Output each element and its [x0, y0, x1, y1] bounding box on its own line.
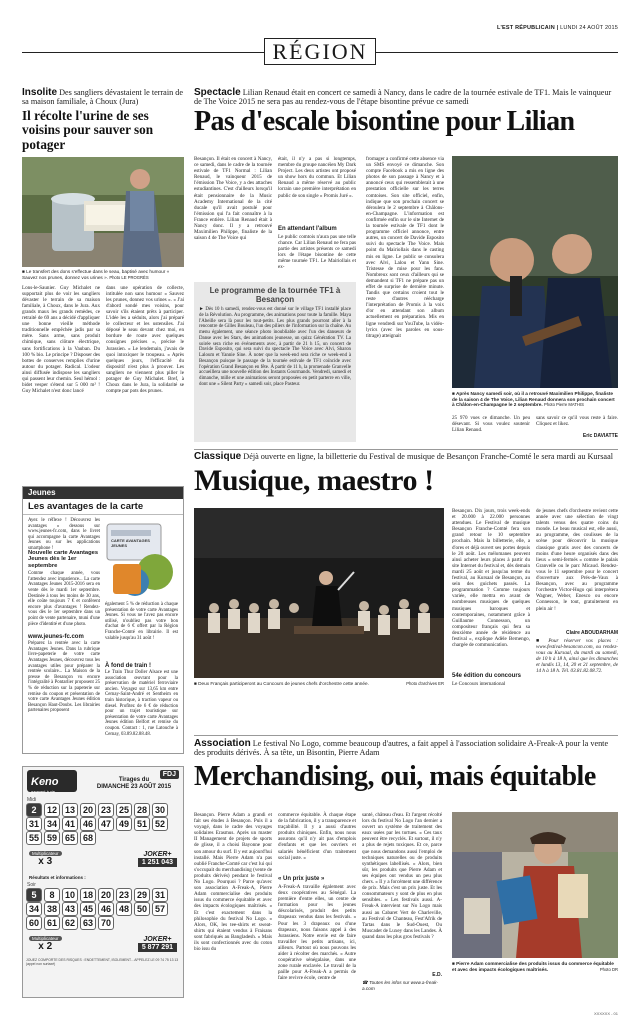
jeunes-col2b: Le Train Thur Doller Alsace est une association œuvrant pour la préservation de matériel ferroviaire ancien. Voyagez sur 13,65 km entre Cernay-Saint-André et Sentheim en train historique, à traction vapeur ou diesel. Profitez de 6 € de réduction pour un trajet touristique sur présentation de votre carte Avantages Jeunes édition Belfort et remise du coupon. Contact : 1, rue Latouche à Cernay, 03.89.82.88.48. — [105, 670, 178, 737]
insolite-headline: Il récolte l'urine de ses voisins pour sauver son potager — [22, 107, 154, 152]
lottery-number: 52 — [152, 817, 168, 831]
lottery-number: 12 — [44, 803, 60, 817]
classique-photo — [194, 508, 444, 678]
spectacle-col1: Besançon. Il était en concert à Nancy, ce samedi, dans le cadre de la tournée estivale de TF1 Normal : Lilian Renaud, le vainqueur 2015 de l'émission The Voice, y a des attaches estudiantines. C'est d'ailleurs lorsqu'il était pensionnaire de la Music Academy International de la cité ducale qu'il avait postulé pour l'émission qui l'a fait connaître à la France entière. Lilian Renaud était à Nancy donc. Il y a retrouvé Maximilien Philippe, finaliste de la saison 4 de The Voice qui — [194, 156, 272, 242]
lottery-number: 60 — [26, 916, 42, 930]
jeunes-col1c: Préparez la rentrée avec la carte Avantages Jeunes. Dans la rubrique livre-papeterie de votre carte Avantages Jeunes, découvrez tous les avantages utiles pour préparer la rentrée scolaire... La Maison de la presse de Besançon vu encore l'intégralité à Pontarlier proposent 25 % de réduction sur la papeterie sur remise du coupon et présentation de votre carte Avantages Jeunes édition Besançon Haut-Doubs. Les librairies partenaires proposent — [28, 641, 100, 714]
insolite-body — [22, 285, 184, 503]
lottery-number: 20 — [80, 803, 96, 817]
lottery-number: 51 — [134, 817, 150, 831]
insolite-caption-text: ■ Le transfert des dons s'effectue dans le seau, baptisé avec humour « Sauvez nos prunes, donnez vos urines ». — [22, 269, 170, 280]
spectacle-kicker: Spectacle — [194, 87, 241, 98]
association-info-text: Toutes les infos sur www.a-freak-a.com — [362, 980, 439, 991]
info-icon: ☎ — [362, 980, 368, 985]
insolite-col1: Lons-le-Saunier. Guy Michalet ne supportait plus de voir les sangliers dévaster le terrain de sa maison familiale, à Choux, dans le Jura. Aux grands maux les grands remèdes, ce retraité de 69 ans a décidé d'appliquer une bonne vieille méthode traditionnelle empêchée jadis par sa mère. Sans arme, sans produit chimique, sans clôture électrique, sans fortifications à la Vauban. Du 100 % bio. Le principe ? Disposer des bottes de conserves remplies d'urine autour du potager. Radical. L'odeur ainsi diffusée indispose les sangliers qui passent leur chemin. Seul hémol : bidet vesper s'étend sur 5 000 m² ! Guy Michalet n'est donc lancé — [22, 284, 100, 395]
insolite-deck: Des sangliers dévastaient le terrain de sa maison familiale, à Choux (Jura) — [22, 88, 183, 107]
classique-credit: Photo d'archives ER — [406, 681, 444, 686]
jeunes-url[interactable]: www.jeunes-fc.com — [28, 634, 84, 641]
draw-date: DIMANCHE 23 AOÛT 2015 — [96, 784, 172, 790]
jeunes-body — [23, 515, 183, 751]
soir-joker: 5 877 291 — [138, 943, 177, 952]
lottery-number: 48 — [116, 902, 132, 916]
soir-numbers — [23, 888, 183, 930]
lottery-number: 18 — [80, 888, 96, 902]
spectacle-col2-block — [278, 156, 356, 271]
spectacle-subhead: En attendant l'album — [278, 226, 337, 232]
insolite-col2: dans une opération de collecte, intitulée non sans humour « Sauvez les prunes, donnez vos urines ». « J'ai d'abord sondé mes voisins, pour savoir s'ils étaient prêts à participer. L'idée les a séduits, alors j'ai préparé le collecteur et les ustensiles. J'ai déposé le seau devant chez moi, en bordure de route avec quelques consignes précises », précise le Jurassien. « Le lendemain, j'avais de quoi intoxiquer le troupeau. » Après quelques jours, l'efficacité du dispositif n'est plus à prouver. Les sangliers ne viennent plus piller le potager de Guy Michalet. Bref, à Choux dans le Jura, la solidarité se compte par pots des prunes. — [106, 284, 184, 395]
lottery-number: 45 — [80, 902, 96, 916]
midi-joker-block — [138, 851, 177, 867]
spectacle-right-col1: 25 970 vues ce dimanche. Un peu désevant. Si vous voulez soutenir Lilian Renaud. — [452, 415, 530, 434]
lottery-number: 65 — [62, 831, 78, 845]
lottery-number: 34 — [44, 817, 60, 831]
lottery-number: 50 — [134, 902, 150, 916]
spectacle-right-col2: sans savoir ce qu'il vous reste à faire. Cliquez et likez. — [536, 415, 618, 428]
paper-name: L'EST RÉPUBLICAIN — [496, 25, 555, 31]
jeunes-col1a: Ayez le réflexe ! Découvrez les avantages « dessous sur www.jeunes-fc.com, dans le livret qui accompagne la carte Avantages Jeunes ou sur les applications smartphone ! — [28, 518, 100, 551]
classique-info: ■ Pour réserver vos places : www.festival-besancon.com, ou rendez-vous au Kursaal, du mardi au samedi, de 10 h à 18 h, ainsi que les dimanches et lundis 13, 14, 20 et 21 septembre, de 14 h à 18 h. Tél. 03.81.82.08.72. — [536, 638, 618, 675]
lottery-header — [23, 767, 183, 797]
lottery-number: 8 — [44, 888, 60, 902]
midi-multiplier: x 3 — [38, 856, 53, 867]
association-col2b: A-Freak-A travaille également avec deux coopératives au Sénégal. La première d'entre elles, un centre de formation pour les jeunes déscolarisés, produit des petits drapeaux vendus dans les festivals. « Pour les 3 drapeaux ou d'une drapeaux, nous faisons appel à des Jurassiens. Notre envie est de faire travailler les petits artisans, ici, ailleurs. Partout où nous pouvons les aider à récolter des marchés. » Autre coopérative sénégalaise, dans une zone rurale enclavée. Le travail de la paille pour A-Freak-A a permis de faire revivre école, centre de — [278, 884, 356, 982]
lottery-number: 29 — [134, 888, 150, 902]
lottery-number: 28 — [134, 803, 150, 817]
lottery-number: 23 — [98, 803, 114, 817]
insolite-article — [22, 88, 184, 490]
spectacle-photo-credit: Photo Pierre MATHIS — [543, 402, 584, 408]
tirages-block — [87, 777, 181, 791]
association-deck-block — [194, 739, 618, 758]
masthead-paper: L'EST RÉPUBLICAIN | LUNDI 24 AOÛT 2015 — [496, 25, 618, 31]
lottery-number: 13 — [62, 803, 78, 817]
jeunes-kicker: Jeunes — [28, 488, 56, 497]
association-caption — [452, 961, 618, 972]
lottery-number: 34 — [26, 902, 42, 916]
association-info — [362, 980, 442, 991]
lottery-number: 61 — [44, 916, 60, 930]
midi-joker: 1 251 043 — [138, 858, 177, 867]
association-subhead: « Un prix juste » — [278, 876, 325, 882]
association-col3-block — [362, 812, 442, 1006]
association-caption-text: ■ Pierre Adam commercialise des produits issus du commerce équitable et avec des impacts écologiques maîtrisés. — [452, 961, 614, 972]
soir-multiplier-label: Multiplicateur — [29, 936, 62, 941]
spectacle-deck-block — [194, 88, 618, 107]
jeunes-col2 — [105, 518, 178, 748]
spectacle-photo-caption-text: ■ Après Nancy samedi soir, où il a retrouvé Maximilien Philippe, finaliste de la saison 4 de The Voice, Lilian Renaud donnera son prochain concert à Châlon-en-Champagne le 2 septembre. — [452, 391, 615, 408]
insolite-photo — [22, 157, 184, 267]
midi-joker-label: JOKER+ — [143, 851, 172, 858]
insolite-deck-block — [22, 88, 184, 107]
lottery-number: 5 — [26, 888, 42, 902]
lottery-footer: JOUEZ COMPORTE DES RISQUES : ENDETTEMENT, ISOLEMENT... APPELEZ LE 09 74 75 13 13 (appel non surtaxé) — [26, 958, 179, 966]
keno-logo — [27, 770, 77, 792]
jeunes-header — [23, 487, 183, 499]
classique-deck-block — [194, 452, 618, 461]
lottery-number: 57 — [152, 902, 168, 916]
insolite-credit: Photo LE PROGRÈS — [109, 274, 149, 280]
lottery-number: 25 — [116, 803, 132, 817]
classique-caption-text: ■ Deux Français participeront au Concours de jeunes chefs d'orchestre cette année. — [194, 681, 369, 686]
jeunes-card-label: CARTE AVANTAGES JEUNES — [111, 538, 150, 548]
midi-multiplier-label: Multiplicateur — [29, 851, 62, 856]
jeunes-box — [22, 486, 184, 754]
lottery-number: 55 — [26, 831, 42, 845]
association-byline: E.D. — [432, 972, 442, 978]
section-title: RÉGION — [272, 39, 368, 64]
lottery-number: 49 — [116, 817, 132, 831]
lottery-number: 43 — [62, 902, 78, 916]
lottery-number: 46 — [98, 902, 114, 916]
soir-multiplier: x 2 — [38, 941, 53, 952]
lottery-number: 20 — [98, 888, 114, 902]
lottery-number: 10 — [62, 888, 78, 902]
tirages-label: Tirages du — [118, 777, 150, 783]
keno-sub: gagnant à vie — [31, 789, 56, 794]
soir-label: Soir — [27, 882, 36, 888]
jeunes-col1b: Comme chaque année, vous l'attendez avec impatience... La carte Avantages Jeunes 2015-2016 sera en vente dès le mardi 1er septembre. Destinée à tous les moins de 30 ans, elle coûte toujours 7 € et confèrent encore plus d'avantages ! Rendez-vous dès le 1er septembre dans un point de vente partenaire, muni d'une pièce d'identité et d'une photo. — [28, 571, 100, 627]
classique-col1-block — [452, 508, 530, 694]
jeunes-col1 — [28, 518, 100, 748]
soir-joker-block — [138, 936, 177, 952]
lottery-number: 41 — [62, 817, 78, 831]
lottery-box — [22, 766, 184, 998]
classique-headline: Musique, maestro ! — [194, 464, 434, 497]
jeunes-new-title: Nouvelle carte Avantages Jeunes dès le 1er septembre — [28, 550, 99, 569]
lottery-number: 70 — [98, 916, 114, 930]
association-deck: Le festival No Logo, comme beaucoup d'autres, a fait appel à l'association solidaire A-Freak-A pour la vente des produits dérivés. À sa tête, un Bisontin, Pierre Adam — [194, 739, 609, 758]
lottery-number: 68 — [80, 831, 96, 845]
midi-multiplier-block — [29, 851, 62, 867]
fdj-logo: FDJ — [160, 770, 179, 779]
jeunes-card-image — [105, 518, 178, 602]
keno-label: Keno — [31, 776, 59, 788]
spectacle-headline: Pas d'escale bisontine pour Lilian — [194, 106, 575, 137]
classique-subhead: 54e édition du concours — [452, 673, 522, 679]
lottery-number: 63 — [80, 916, 96, 930]
association-col1: Besançon. Pierre Adam a grandi et fait ses études à Besançon. Puis il a voyagé, dans le cadre des voyages solidaires Erasmus. Après un master II Management de projets de sports de glisse, il a choisi Bayonne pour son amour du surf. Il y est aujourd'hui installé. Mais Pierre Adam n'a pas oublié Franche-Comté car c'est lui qui s'occupait du merchandising (vente de produits dérivés) pendant le festival No Logo. Pourquoi ? Parce qu'avec son association A-Freak-A, Pierre Adam commercialise des produits issus du commerce équitable et avec des impacts écologiques maîtrisés. « Et c'est exactement dans la philosophie du festival No Logo. » Alors, OK, les tee-shirts et sweat-shirts qui étaient vendus à Fraisans sont fabriqués au Bangladesh. « Mais ils sont confectionnés avec du coton bio issu du — [194, 812, 272, 953]
classique-byline: Claire ABOUDARHAM — [565, 630, 618, 636]
spectacle-right-col2-block — [536, 415, 618, 445]
header-rule-left — [22, 52, 264, 53]
spectacle-program-box — [194, 282, 356, 442]
association-col2: commerce équitable. À chaque étape de la fabrication, il y a transparence et traçabilité. Il y a aussi d'autres produits chiniques. Enfin, nous nous assurons qu'il n'y ait pas d'emplois d'enfants et que les ouvriers et salariés bénéficient d'un traitement social juste. » — [278, 812, 356, 861]
soir-multiplier-block — [29, 936, 62, 952]
spectacle-photo — [452, 156, 618, 388]
jeunes-col2a: également 5 % de réduction à chaque présentation de votre carte Avantages Jeunes. Si vous ne l'avez pas encore utilisé, n'oubliez pas votre bon d'achat de 6 € offert par la Région Franche-Comté en librairie. Il est valable jusqu'au 31 août ! — [105, 602, 178, 641]
jeunes-title: Les avantages de la carte — [23, 499, 183, 515]
header-rule-right — [376, 52, 618, 53]
lottery-number: 31 — [26, 817, 42, 831]
spectacle-col2b: Le public comtois n'aura pas une telle chance. Car Lilian Renaud ne fera pas partie des artistes présents ce samedi lors de l'étape bisontine de cette même tournée TF1. Le Mairiollais et ex- — [278, 234, 356, 271]
jeunes-fair-title: À fond de train ! — [105, 663, 151, 669]
association-rule — [194, 735, 618, 736]
classique-col2: de jeunes chefs d'orchestre revient cette année avec une sélection de vingt talents venus des quatre coins du monde. Le beau musical est, elle aussi, au programme, des coulisses de la scène pour découvrir la musique classique gratis avec des concerts de moins d'une heure organisés dans des lieux « semi-fermés » comme le palais Granvelle ou le parc Micaud. Rendez-vous le 11 septembre pour le concert d'ouverture aux Prés-de-Vaux à Besançon, avec au programme l'orchestre Victor-Hugo qui interprétera Wagner, Weber, Enesco ou encore Connesson, le tout, gratuitement en plein air ! — [536, 508, 618, 612]
lottery-number: 30 — [152, 803, 168, 817]
spectacle-col2: était, il n'y a pas si longtemps, membre du groupe nancéien My Dark Project. Les deux artistes ont proposé un show hors du commun. Et Lilian Renaud a même réservé au public lorrain une première interprétation en public de son single « Promis Juré ». — [278, 156, 356, 199]
midi-extras — [23, 845, 183, 873]
lottery-number: 23 — [116, 888, 132, 902]
classique-rule — [194, 449, 618, 450]
insolite-kicker: Insolite — [22, 87, 58, 98]
spectacle-col3: fromager a confirmé cette absence via un SMS envoyé ce dimanche. Son compte Facebook a mis en ligne des photos de son passage à Nancy et à annoncé ceux qui ressemblerait à une prestation officielle sur les terres comtoises. Son site officiel, enfin, indique que son prochain concert se déroulera le 2 septembre à Châlons-en-Champagne. L'information est confirmée enfin sur le site Internet de la tournée estivale de TF1 dont le programme officiel annonce, entre autres, un concert de Davide Esposito suivi du spectacle The Voice. Mais point du Mairiollais dans le casting mis en ligne. Le public se consolera avec Alvi, Lalou et Yann Sine. Tristesse de mise pour les fans. Nombreux sont ceux d'ailleurs qui se demandent si TF1 ne prépare pas un effet de surprise de dernière minute. Tandis que certains croient tout le reste d'autres réécharge l'interprétation de Promis à la voix d'or en attendant son album actuellement en préparation. Mis en ligne vendredi sur YouTube, la vidéo-lyrics (avec les paroles en sous-titrage) atteignait — [366, 156, 444, 339]
program-text: ► Dès 10 h samedi, rendez-vous est donné sur le village TF1 installé place de la Révolution. Au programme, des animations pour toute la famille. Maya l'Abeille sera là pour les tout-petits. Les plus grands pourront aller à la rencontre de Gilles Bouleau, l'un des piliers de l'information sur la chaîne. Au menu également, une séance photo inoubliable avec l'un des danseurs de Danse avec les Stars, des animations jeunesse, un quizz Génération TV. La soirée sera riche en événements avec, à partir de 21 h 15, un concert de Davide Esposito, qui sera suivi du spectacle The Voice avec Alvi, Sharon Laloum et Yannie Sine. À noter que la week-end sera riche ce week-end à Besançon puisque le passage de la tournée estivale de TF1 coïncide avec l'opération Grand Besançon en fête. À partir de 11 h, la promenade Granvelle accueillera une nouvelle édition des Instants Gourmands. Vendredi, samedi et dimanche, mille et une animations seront proposées en petit parterre en ville, dont une « Silent Party » samedi soir, place Pasteur. — [199, 307, 351, 387]
classique-col2-block — [536, 508, 618, 694]
program-title: Le programme de la tournée TF1 à Besançon — [209, 286, 341, 304]
association-credit: Photo DR — [599, 966, 618, 972]
classique-col1: Besançon. Dix jours, trois week-ends et 20.000 à 22.000 personnes attendues. Le Festival de musique Besançon Franche-Comté fera son grand retour le 10 septembre prochain. Mais la billetterie, elle, a d'ores et déjà ouvert ses portes depuis le 20 août. Les mélomanes peuvent ainsi acheter leurs places à partir du site Internet du festival et, dès demain mardi 25 août et jusqu'au terme du festival, au Kursaal de Besançon, au sein des guichets passés. La programmation ? Comme toujours variée, elle mettra en avant de nombreuses musiques de quelques musiques baroques et contemporaines, notamment grâce à Guillaume Connesson, un compositeur français qui fera sa deuxième année de résidence au festival », explique Adèle Bernengo, chargée de communication. — [452, 508, 530, 649]
classique-kicker: Classique — [194, 451, 242, 462]
association-col2-block — [278, 812, 356, 1006]
classique-caption — [194, 681, 444, 687]
association-kicker: Association — [194, 738, 251, 749]
lottery-number: 62 — [62, 916, 78, 930]
lottery-number: 2 — [26, 803, 42, 817]
lottery-number: 38 — [44, 902, 60, 916]
issue-date: LUNDI 24 AOÛT 2015 — [560, 25, 618, 31]
lottery-number: 47 — [98, 817, 114, 831]
association-headline: Merchandising, oui, mais équitable — [194, 761, 596, 792]
spectacle-photo-caption — [452, 391, 618, 408]
resultats-label: Résultats et informations : — [29, 875, 86, 880]
classique-col1b: Le Concours international — [452, 681, 506, 687]
lottery-number: 59 — [44, 831, 60, 845]
lottery-number: 31 — [152, 888, 168, 902]
midi-numbers — [23, 803, 183, 845]
association-col3: santé, château d'eau. Et l'argent récolté lors du festival No Logo l'an dernier a ouvert un système de traitement des eaux usées par les tortues. « Ces taux peuvent être recyclés. Et surtout, il n'y a plus de rejets toxiques. Et ce, parce que nous demandons aussi l'emploi de techniques naturelles ou de produits synthétiques labellisés. » Alors, bien sûr, les produits que Pierre Adam et ses équipes ont vendus un peu plus chers. « Il y a forcément une différence de prix. Mais c'est un prix juste. Et les consommateurs y sont de plus en plus sensibles. » Les festivals aussi. A-Freak-A intervient sur No Logo mais aussi au Cabaret Vert de Charleville, au Festival de Chanteau, Fest'Afrik de Tartas dans le Sud-Ouest, Ou Muscadet de Luxey dans les Landes. À quand dans les plus gros festivals ? — [362, 812, 442, 940]
page-footer: XXXXXX - 01 — [593, 1011, 618, 1016]
spectacle-deck: Lilian Renaud était en concert ce samedi à Nancy, dans le cadre de la tournée estivale de TF1. Mais le vainqueur de The Voice 2015 ne sera pas au rendez-vous de l'étape bisontine prévue ce samedi — [194, 88, 612, 107]
classique-deck: Déjà ouverte en ligne, la billetterie du Festival de musique de Besançon Franche-Comté le sera mardi au Kursaal — [243, 452, 613, 461]
soir-joker-label: JOKER+ — [143, 936, 172, 943]
spectacle-byline: Eric DAVIATTE — [582, 433, 618, 439]
lottery-number: 46 — [80, 817, 96, 831]
association-photo — [452, 812, 618, 958]
insolite-caption — [22, 269, 184, 280]
midi-label: Midi — [27, 797, 37, 803]
soir-extras — [23, 930, 183, 958]
